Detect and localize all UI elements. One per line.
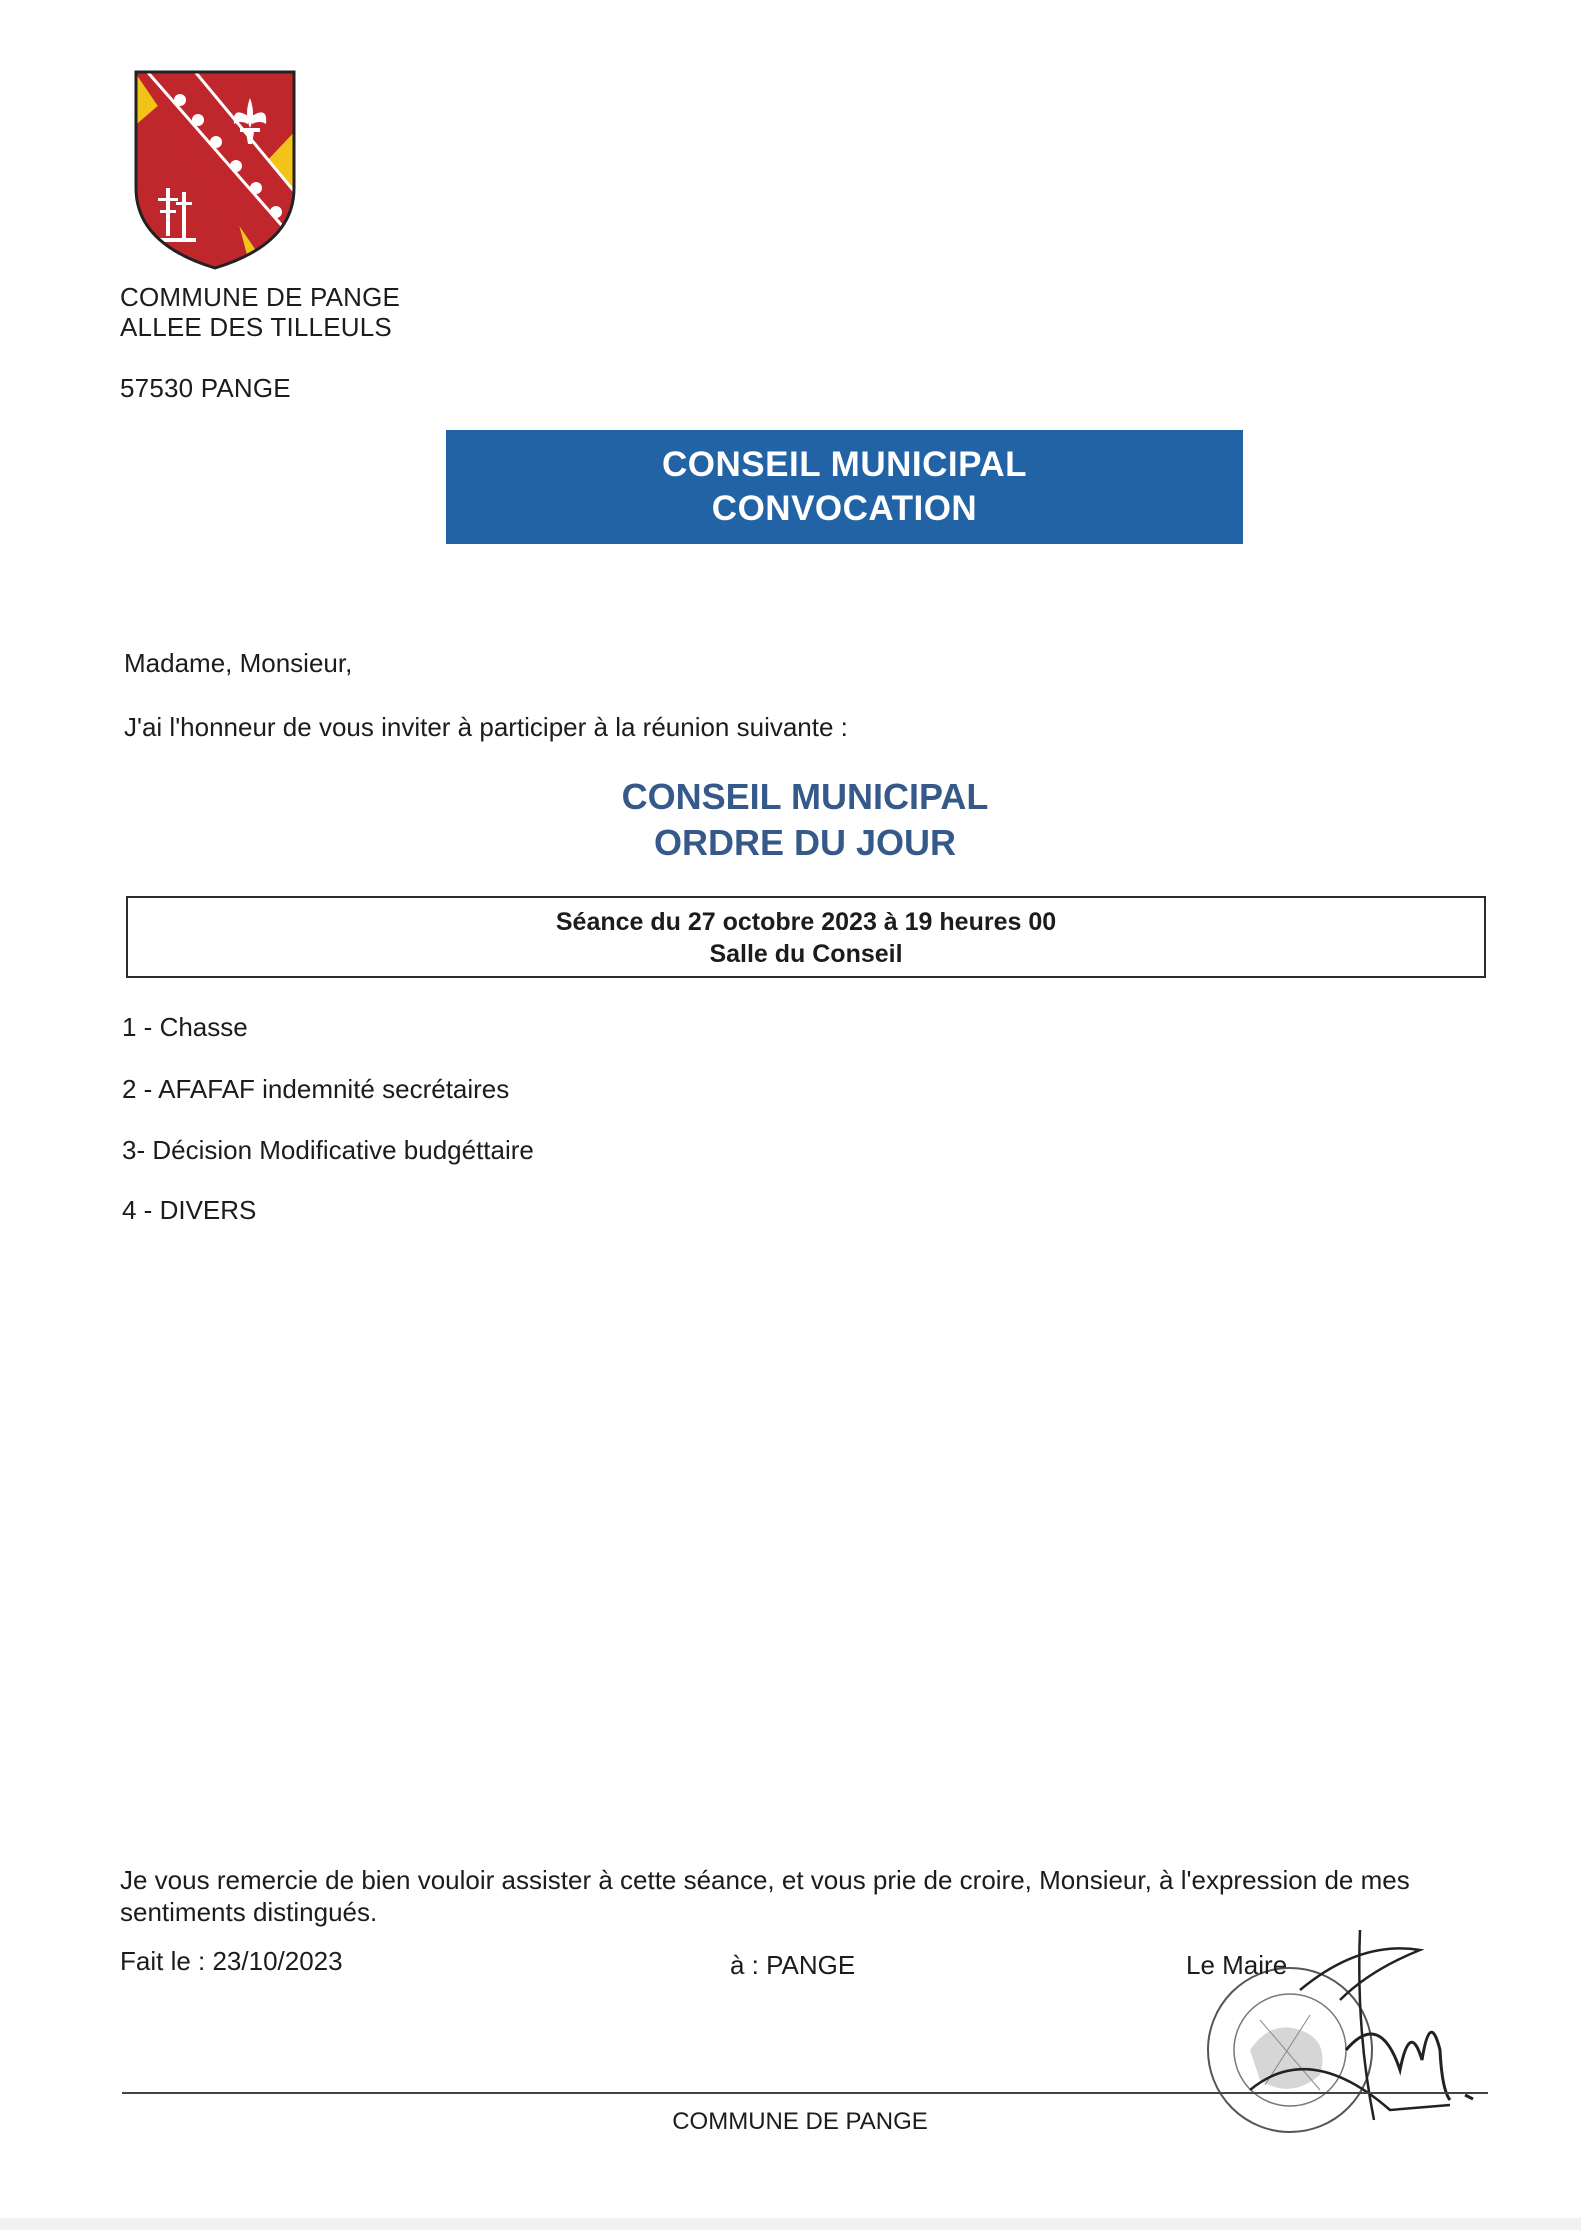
session-box <box>126 896 1486 978</box>
scan-edge <box>0 2218 1581 2230</box>
agenda-heading-line2: ORDRE DU JOUR <box>653 822 957 863</box>
footer-divider <box>122 2092 1488 2094</box>
coat-of-arms-logo <box>132 68 298 274</box>
address-postal: 57530 PANGE <box>120 373 291 403</box>
address-street: ALLEE DES TILLEULS <box>120 312 392 342</box>
session-room: Salle du Conseil <box>709 940 903 968</box>
greeting: Madame, Monsieur, <box>124 648 353 678</box>
banner-subtitle: CONVOCATION <box>711 489 978 528</box>
agenda-item: 2 - AFAFAF indemnité secrétaires <box>122 1074 510 1104</box>
banner-title: CONSEIL MUNICIPAL <box>662 445 1027 484</box>
agenda-item: 3- Décision Modificative budgéttaire <box>122 1135 534 1165</box>
agenda-heading <box>0 774 1581 866</box>
intro-text: J'ai l'honneur de vous inviter à participer à la réunion suivante : <box>124 712 848 742</box>
agenda-heading-line1: CONSEIL MUNICIPAL <box>621 776 989 817</box>
footer-text: COMMUNE DE PANGE <box>672 2108 928 2135</box>
issue-place: à : PANGE <box>730 1950 856 1980</box>
issue-date: Fait le : 23/10/2023 <box>120 1946 343 1976</box>
address-commune: COMMUNE DE PANGE <box>120 282 401 312</box>
closing-text: Je vous remercie de bien vouloir assister à cette séance, et vous prie de croire, Monsieur, à l'expression de mes sentiments distingués. <box>120 1865 1410 1927</box>
agenda-item: 1 - Chasse <box>122 1012 248 1042</box>
session-date: Séance du 27 octobre 2023 à 19 heures 00 <box>555 908 1057 936</box>
mayor-stamp-signature <box>1160 1900 1520 2140</box>
convocation-banner <box>446 430 1243 544</box>
agenda-item: 4 - DIVERS <box>122 1195 257 1225</box>
signer-title: Le Maire <box>1186 1950 1288 1980</box>
